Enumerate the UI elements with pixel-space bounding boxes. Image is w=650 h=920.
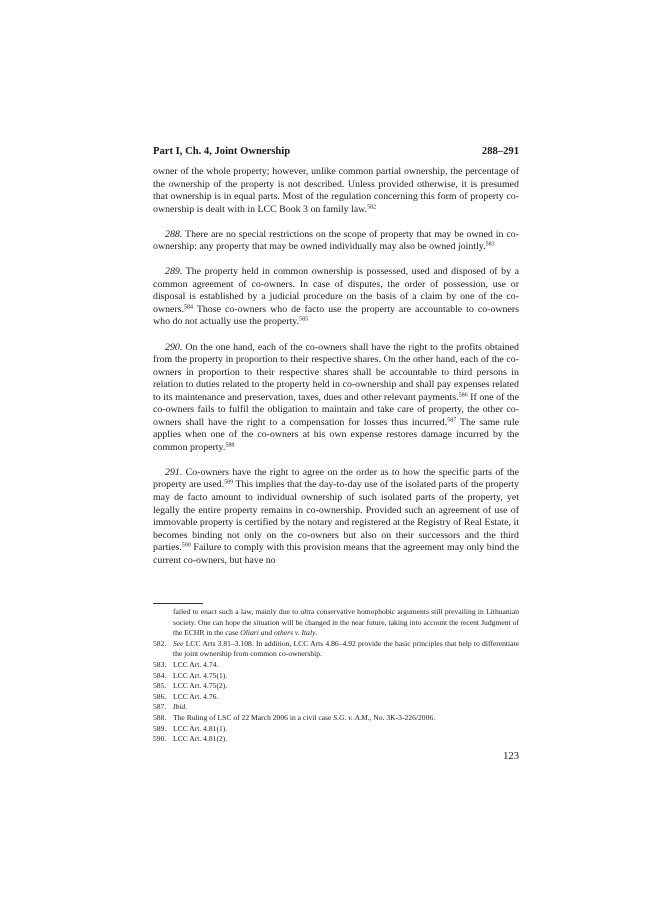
footnote-590: 590. LCC Art. 4.81(2). — [153, 734, 228, 744]
page-number: 123 — [503, 751, 519, 762]
paragraph-number: 290. — [165, 341, 183, 353]
paragraph-continuation: owner of the whole property; however, unlike common partial ownership, the percentage of the ownership of the property is not described. Unless provided otherwise, it is presumed that ownership is in equal parts. Most of the regulation concerning this form of property co-ownership is dealt with in LCC Book 3 on family law.$^{582}$ — [153, 166, 519, 215]
footnote-ref[interactable]: 582 — [367, 204, 377, 211]
paragraph-range: 288–291 — [481, 146, 519, 157]
paragraph-290: 290. On the one hand, each of the co-owners shall have the right to the profits obtained from the property in proportion to their respective shares. On the other hand, each of the co-owners in proportion to their respective shares shall be accountable to third persons in relation to duties related to the property held in co-ownership and shall pay expenses related to its maintenance and preservation, taxes, dues and other relevant payments.$^{586}$ If one of the co-owners fails to fulfil the obligation to maintain and take care of property, the other co-owners shall have the right to a compensation for losses thus incurred.$^{587}$ The same rule applies when one of the co-owners at his own expense restores damage incurred by the common property.$^{588}$ — [153, 341, 519, 453]
footnote-number: 583. — [153, 659, 167, 669]
footnote-586: 586. LCC Art. 4.76. — [153, 691, 219, 701]
footnote-divider — [153, 603, 203, 604]
footnote-585: 585. LCC Art. 4.75(2). — [153, 681, 228, 691]
footnote-583: 583. LCC Art. 4.74. — [153, 659, 219, 669]
footnote-587: 587. Ibid. — [153, 702, 188, 712]
footnote-ref[interactable]: 588 — [225, 442, 235, 449]
paragraph-number: 291. — [165, 466, 183, 478]
book-page — [153, 0, 519, 920]
footnote-ref[interactable]: 589 — [224, 479, 234, 486]
footnote-ref[interactable]: 590 — [181, 542, 191, 549]
footnote-number: 582. — [153, 638, 167, 648]
paragraph-289: 289. The property held in common ownership is possessed, used and disposed of by a common agreement of co-owners. In case of disputes, the order of possession, use or disposal is established by a judicial procedure on the basis of a claim by one of the co-owners.$^{584}$ Those co-owners who de facto use the property are accountable to co-owners who do not actually use the property.$^{585}$ — [153, 266, 519, 328]
footnote-588: 588. The Ruling of LSC of 22 March 2006 in a civil case S.G. v. A.M., No. 3K-3-226/2006. — [153, 712, 436, 722]
footnote-ref[interactable]: 584 — [184, 304, 193, 311]
footnote-continuation: failed to enact such a law, mainly due to ultra conservative homophobic arguments still prevailing in Lithuanian society. One can hope the situation will be changed in the near future, taking into account the recent Judgment of the ECHR in the case Oliari and others v. Italy. — [173, 607, 519, 638]
footnotes — [153, 607, 519, 745]
footnote-number: 590. — [153, 734, 167, 744]
footnote-number: 588. — [153, 712, 167, 722]
footnote-number: 589. — [153, 723, 167, 733]
footnote-589: 589. LCC Art. 4.81(1). — [153, 723, 228, 733]
footnote-ref[interactable]: 587 — [447, 417, 457, 424]
footnote-ref[interactable]: 586 — [458, 392, 468, 399]
main-text — [153, 166, 519, 580]
footnote-number: 586. — [153, 691, 167, 701]
footnote-ref[interactable]: 585 — [299, 316, 309, 323]
paragraph-number: 288. — [165, 228, 183, 240]
footnote-584: 584. LCC Art. 4.75(1). — [153, 670, 228, 680]
footnote-number: 587. — [153, 702, 167, 712]
paragraph-number: 289. — [165, 266, 183, 278]
footnote-ref[interactable]: 583 — [485, 241, 495, 248]
paragraph-288: 288. There are no special restrictions on the scope of property that may be owned in co-ownership: any property that may be owned individually may also be owned jointly.$^{583}$ — [153, 228, 519, 253]
footnote-number: 585. — [153, 681, 167, 691]
paragraph-291: 291. Co-owners have the right to agree on the order as to how the specific parts of the property are used.$^{589}$ This implies that the day-to-day use of the isolated parts of the property may de facto amount to individual ownership of such isolated parts of the property, yet legally the entire property remains in co-ownership. Provided such an agreement of use of immovable property is certified by the notary and registered at the Registry of Real Estate, it becomes binding not only on the co-owners but also on their successors and the third parties.$^{590}$ Failure to comply with this provision means that the agreement may only bind the current co-owners, but have no — [153, 466, 520, 566]
footnote-number: 584. — [153, 670, 167, 680]
chapter-title: Part I, Ch. 4, Joint Ownership — [153, 146, 291, 157]
footnote-582: 582. See LCC Arts 3.81–3.108. In addition, LCC Arts 4.86–4.92 provide the basic principles that help to differentiate the joint ownership from common co-ownership. — [153, 638, 519, 659]
running-header — [153, 146, 519, 157]
